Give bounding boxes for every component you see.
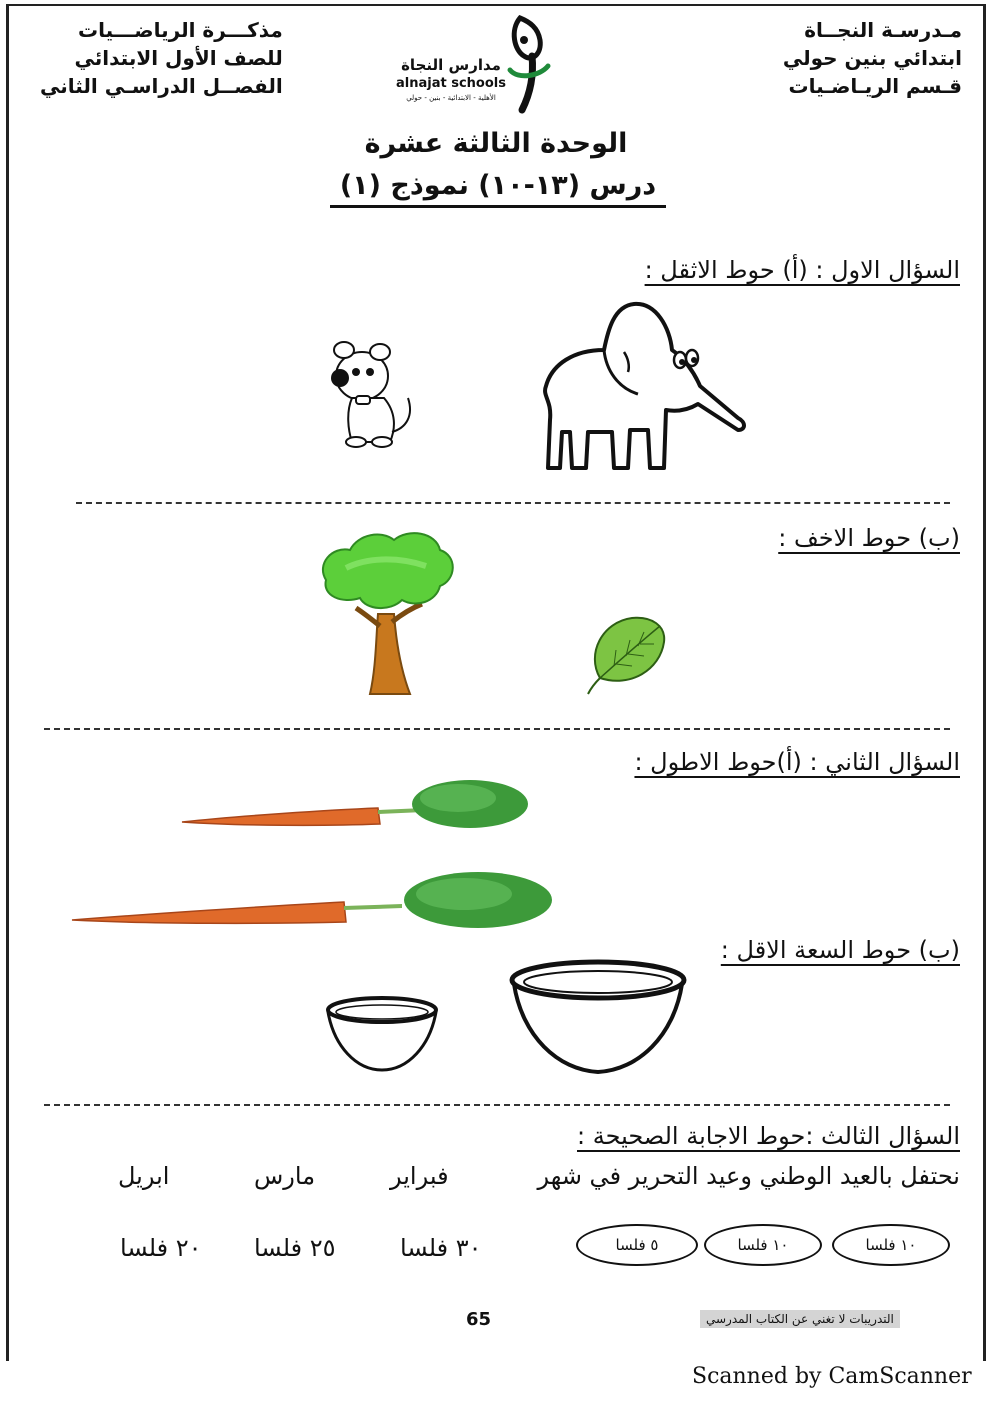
scanner-watermark: Scanned by CamScanner (692, 1364, 972, 1389)
lesson-title: درس (١٣-١٠) نموذج (١) (330, 170, 666, 208)
coin-oval-3: ٥ فلسا (576, 1224, 698, 1266)
long-carrot (68, 866, 554, 936)
q2b-label: (ب) حوط السعة الاقل : (720, 936, 960, 964)
school-department: قـسم الريـاضـيات (788, 74, 962, 98)
price-option-25: ٢٥ فلسا (254, 1234, 336, 1262)
tree-illustration (316, 528, 456, 698)
price-option-20: ٢٠ فلسا (120, 1234, 202, 1262)
large-bowl (508, 958, 688, 1076)
memo-grade: للصف الأول الابتدائي (74, 46, 283, 70)
leaf-illustration (586, 614, 668, 696)
memo-info (40, 16, 283, 100)
unit-title: الوحدة الثالثة عشرة (364, 128, 628, 159)
option-february: فبراير (390, 1162, 449, 1190)
divider-2 (44, 728, 950, 730)
divider-1 (76, 502, 950, 504)
page-number: 65 (466, 1309, 492, 1330)
memo-semester: الفصــل الدراسـي الثاني (40, 74, 283, 98)
logo-english-text: alnajat schools (396, 76, 506, 91)
school-branch: ابتدائي بنين حولي (782, 46, 962, 70)
memo-title: مذكـــرة الرياضـــيات (78, 18, 283, 42)
logo-tagline: الأهلية - الابتدائية - بنين - حولي (406, 94, 496, 102)
coin-oval-1: ١٠ فلسا (832, 1224, 950, 1266)
coin-oval-2: ١٠ فلسا (704, 1224, 822, 1266)
school-name: مـدرسـة النجــاة (804, 18, 962, 42)
option-april: ابريل (118, 1162, 170, 1190)
q1b-label: (ب) حوط الاخف : (778, 524, 960, 552)
school-info (783, 16, 962, 100)
q3-sentence: نحتفل بالعيد الوطني وعيد التحرير في شهر (537, 1162, 960, 1190)
price-option-30: ٣٠ فلسا (400, 1234, 482, 1262)
option-march: مارس (254, 1162, 316, 1190)
q2a-label: السؤال الثاني : (أ)حوط الاطول : (634, 748, 960, 776)
logo-arabic-text: مدارس النجاة (401, 56, 501, 74)
q3-label: السؤال الثالث :حوط الاجابة الصحيحة : (577, 1122, 960, 1150)
q1a-label: السؤال الاول : (أ) حوط الاثقل : (644, 256, 960, 284)
footnote: التدريبات لا تغني عن الكتاب المدرسي (700, 1310, 900, 1328)
short-carrot (178, 772, 538, 832)
elephant-illustration (538, 300, 750, 470)
school-logo (392, 10, 562, 120)
small-bowl (324, 994, 440, 1074)
dog-illustration (322, 336, 422, 450)
divider-3 (44, 1104, 950, 1106)
